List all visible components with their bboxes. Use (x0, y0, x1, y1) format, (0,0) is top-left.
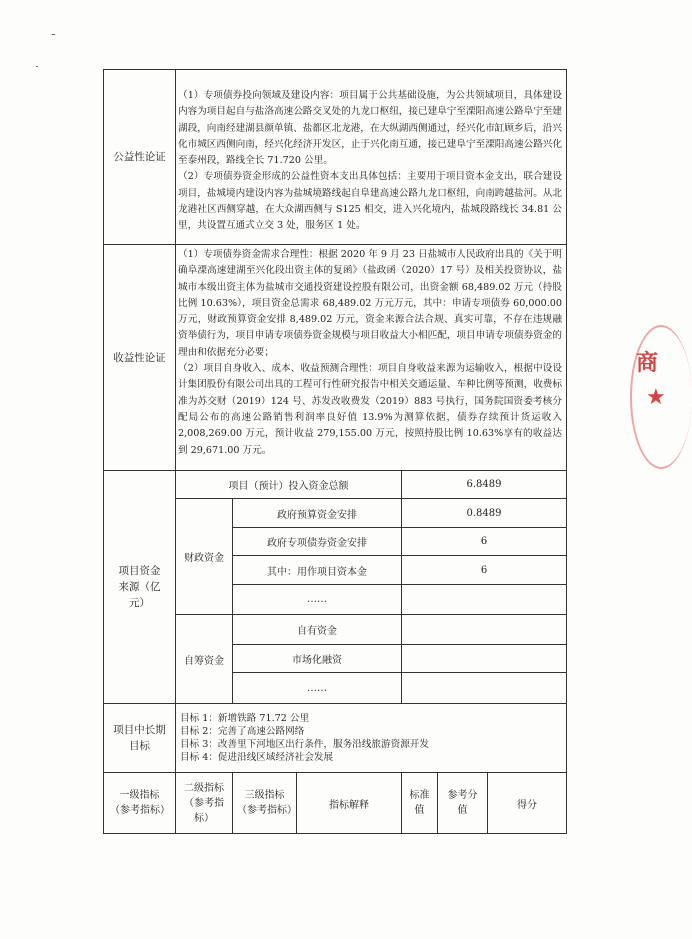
income-para-1: （1）专项债券资金需求合理性：根据 2020 年 9 月 23 日盐城市人民政府出具的《关于明确阜溧高速建湖至兴化段出资主体的复函》（盐政函（2020）17 号）及相关投资协议，盐城市本级出资主体为盐城市交通投资建设控股有限公司，出资金额 68,489.02 万元（持股比例 10.63%），项目资金总需求 68,489.02 万元万元，其中：申请专项债券 60,000.00 万元，财政预算资金安排 8,489.02 万元，资金来源合法合规、真实可靠，不存在违规融资举债行为，项目申请专项债券资金规模与项目收益大小相匹配，项目申请专项债券资金的理由和依据充分必要； (178, 249, 562, 358)
market-financing-label: 市场化融资 (292, 655, 342, 666)
funding-label: 项目资金来源（亿元） (118, 564, 161, 609)
goal-item: 目标 1：新增铁路 71.72 公里 (180, 713, 310, 724)
header-explain: 指标解释 (329, 799, 369, 811)
goal-item: 目标 4：促进沿线区域经济社会发展 (180, 752, 334, 763)
goal-item: 目标 3：改善里下河地区出行条件，服务沿线旅游资源开发 (180, 739, 429, 750)
header-level2: 二级指标（参考指标） (184, 782, 224, 824)
benefit-para-2: （2）专项债券资金形成的公益性资本支出具体包括：主要用于项目资本金支出，联合建设项目，盐城境内建设内容为盐城境路线起自阜建高速公路九龙口枢纽，向南跨越盐河。从北龙港社区西侧穿越，在大众湖西侧与 S125 相交，进入兴化境内，盐城段路线长 34.81 公里，共设置互通式立交 3 处，服务区 1 处。 (178, 171, 562, 232)
header-level3: 三级指标（参考指标） (237, 790, 297, 816)
header-ref-score: 参考分值 (447, 790, 478, 816)
self-ellipsis: …… (307, 682, 327, 694)
income-label: 收益性论证 (113, 352, 166, 364)
official-seal-star: ★ (646, 385, 666, 410)
goal-item: 目标 2：完善了高速公路网络 (180, 726, 305, 737)
benefit-content (178, 88, 562, 235)
funding-total-label: 项目（预计）投入资金总额 (228, 481, 349, 492)
income-content (178, 247, 562, 459)
income-para-2: （2）项目自身收入、成本、收益预测合理性：项目自身收益来源为运输收入，根据中设设计集团股份有限公司出具的工程可行性研究报告中相关交通运量、车种比例等预测，收费标准为苏交财（2019）124 号、苏发改收费发（2019）883 号执行，国务院国资委考核分配局公布的高速公路销售利润率良好值 13.9%为测算依据，债券存续预计货运收入 2,008,269.00 万元，预计收益 279,155.00 万元，按照持股比例 10.63%享有的收益达到 29,671.00 万元。 (178, 363, 562, 456)
bond-value: 6 (480, 536, 488, 547)
header-score: 得分 (517, 799, 537, 811)
self-funds-label: 自筹资金 (184, 655, 224, 667)
fiscal-ellipsis: …… (307, 594, 327, 605)
official-seal-fragment: 商 (636, 350, 659, 376)
header-level1: 一级指标（参考指标） (110, 790, 170, 816)
budget-value: 0.8489 (466, 507, 502, 519)
benefit-para-1: （1）专项债券投向领域及建设内容：项目属于公共基础设施，为公共领域项目，具体建设内容为项目起自与盐洛高速公路交叉处的九龙口枢纽，接已建阜宁至溧阳高速公路阜宁至建湖段，向南经建湖县颜单镇、盐都区北龙港，在大纵湖西侧通过，经兴化市缸顾乡后，沿兴化市城区西侧向南，经兴化经济开发区，止于兴化南互通，接已建阜宁至溧阳高速公路兴化至泰州段，路线全长 71.720 公里。 (178, 90, 562, 167)
capital-label: 其中：用作项目资本金 (267, 566, 367, 578)
scan-mark (52, 34, 55, 35)
goals-label: 项目中长期目标 (113, 724, 166, 752)
fiscal-funds-label: 财政资金 (184, 553, 224, 564)
capital-value: 6 (480, 564, 488, 576)
scan-mark (36, 66, 38, 67)
goals-list (180, 712, 560, 764)
own-funds-label: 自有资金 (297, 626, 337, 637)
benefit-label: 公益性论证 (113, 151, 166, 163)
header-standard: 标准值 (409, 790, 430, 816)
funding-total-value: 6.8489 (466, 479, 502, 490)
budget-label: 政府预算资金安排 (277, 509, 357, 521)
bond-label: 政府专项债券资金安排 (267, 538, 367, 549)
